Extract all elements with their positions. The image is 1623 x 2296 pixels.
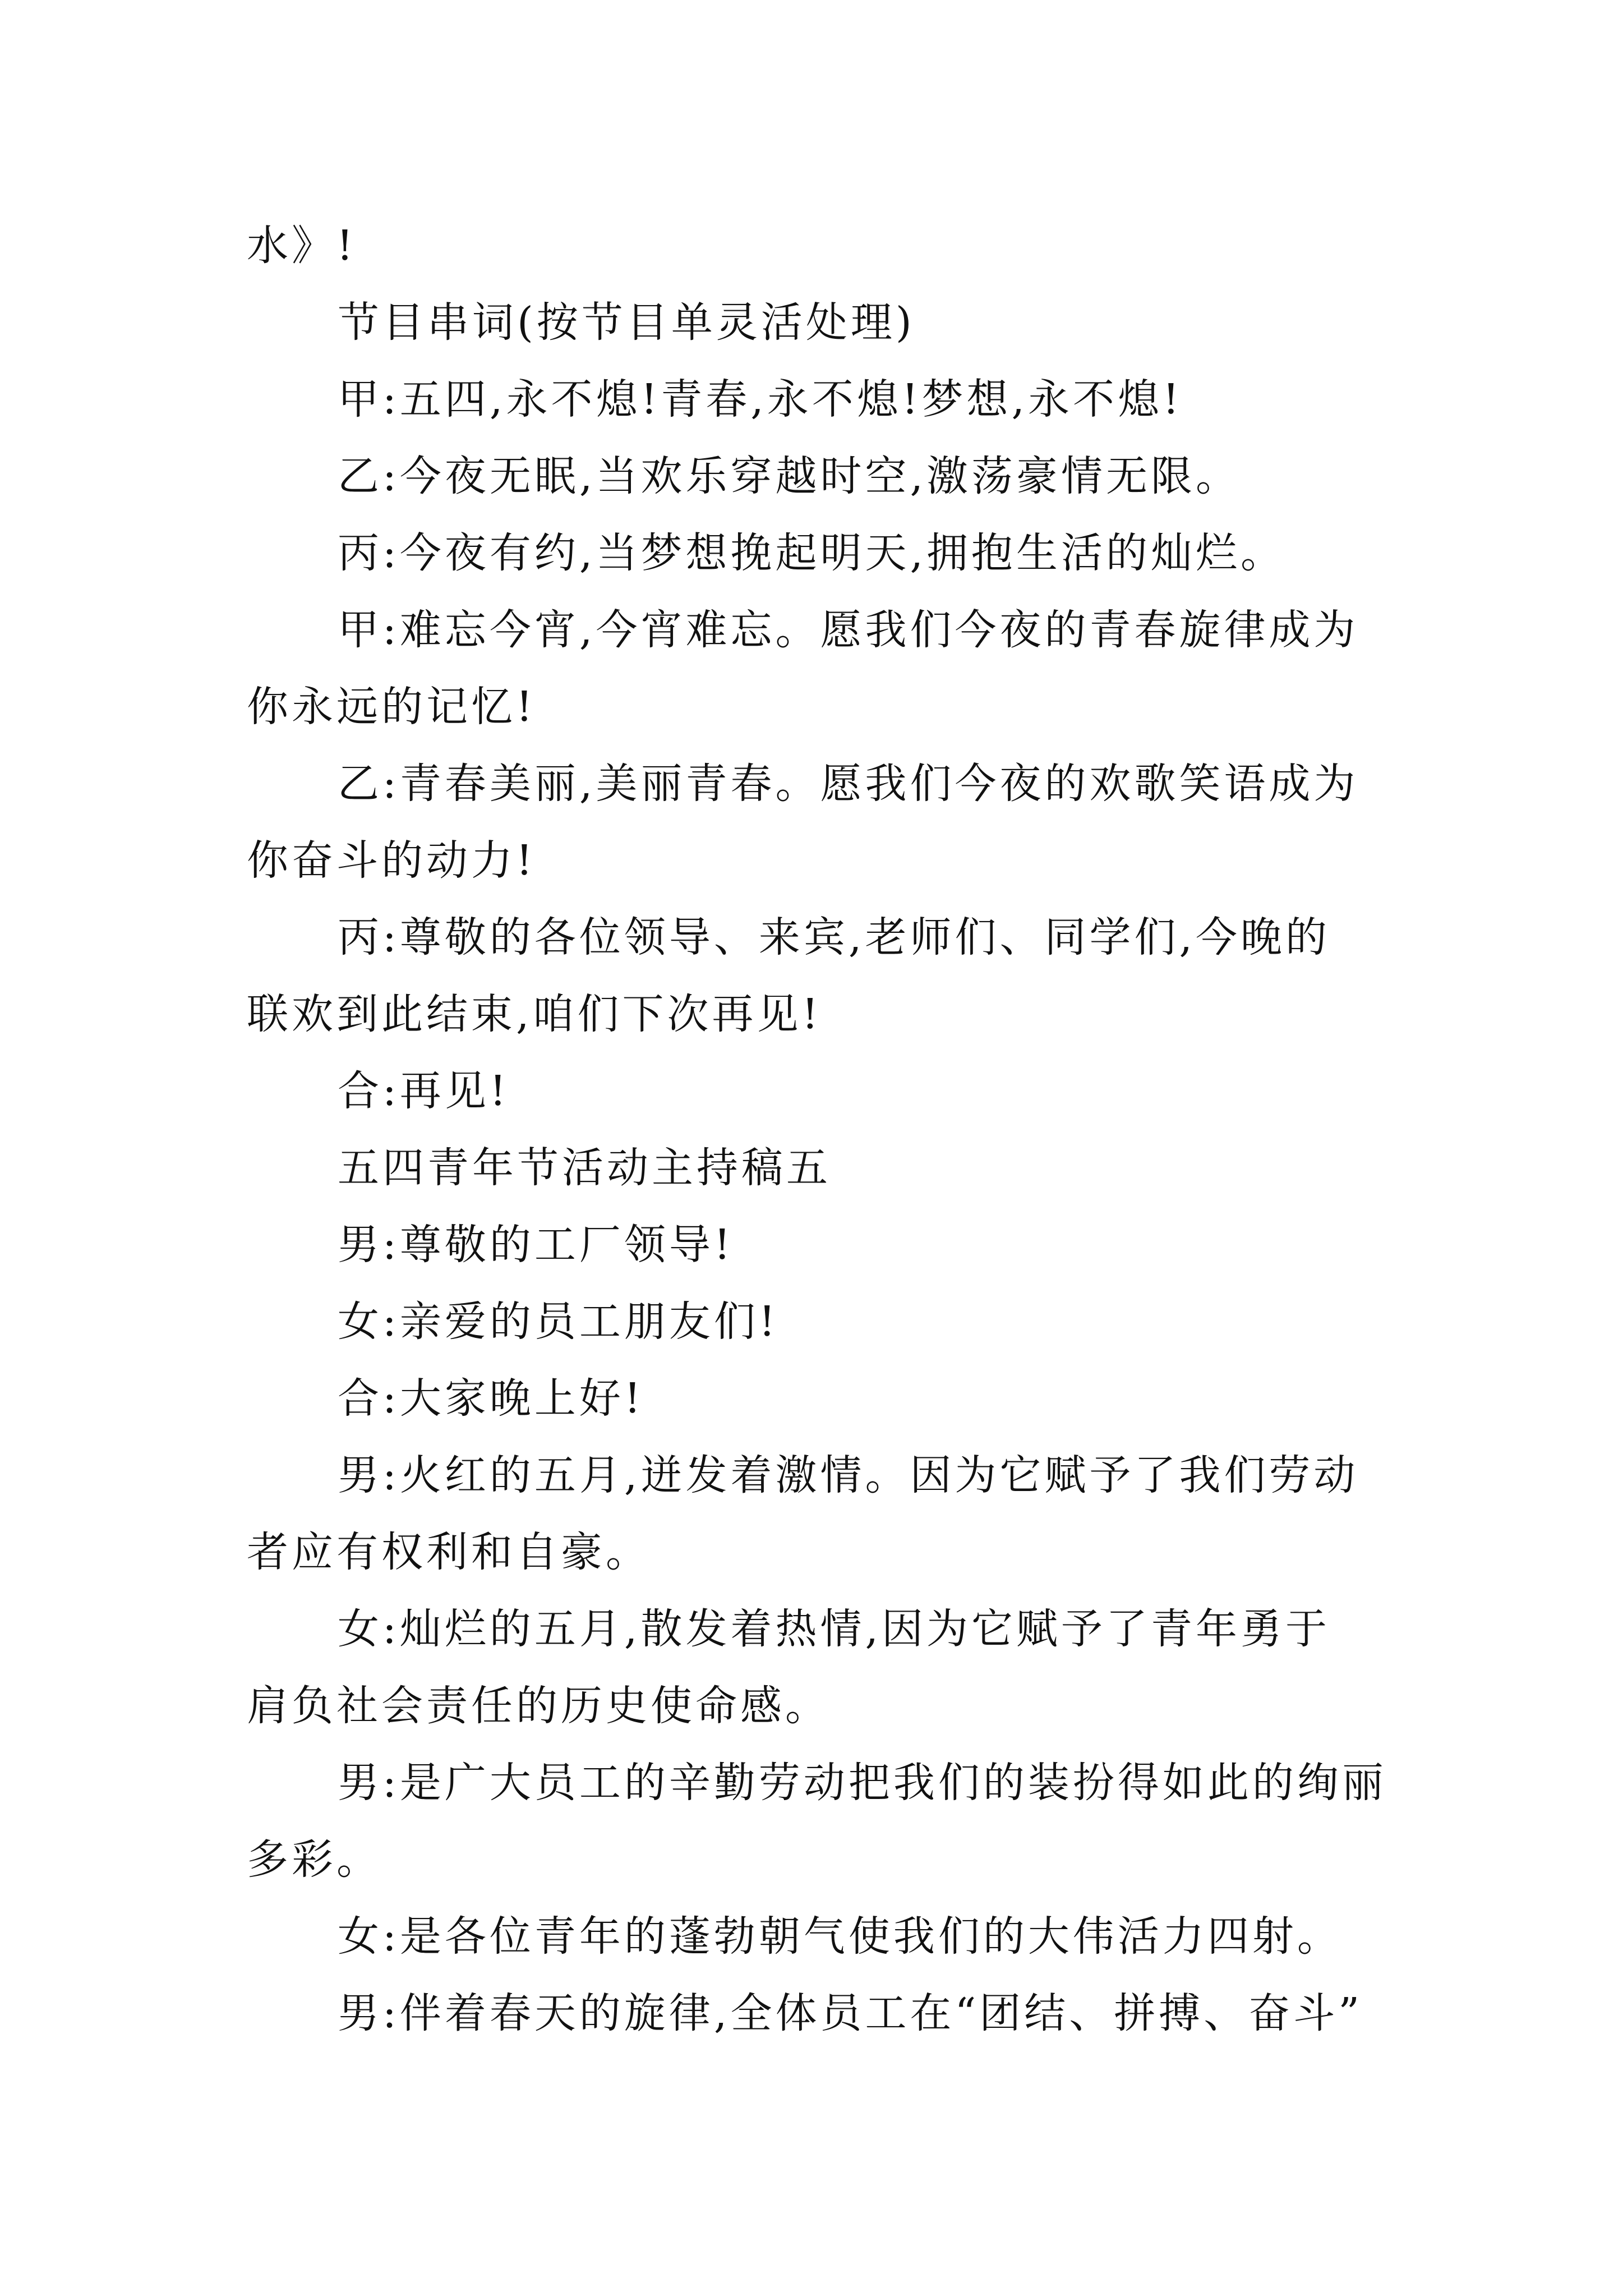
- text-line: 节目串词(按节目单灵活处理): [338, 298, 915, 347]
- text-line: 乙:今夜无眠,当欢乐穿越时空,激荡豪情无限。: [338, 452, 1241, 500]
- text-line: 水》!: [247, 222, 357, 270]
- text-line: 联欢到此结束,咱们下次再见!: [247, 990, 822, 1038]
- text-line: 女:是各位青年的蓬勃朝气使我们的大伟活力四射。: [338, 1912, 1342, 1961]
- text-line: 多彩。: [247, 1835, 381, 1884]
- text-line: 你奋斗的动力!: [247, 836, 536, 885]
- text-line: 甲:难忘今宵,今宵难忘。愿我们今夜的青春旋律成为: [338, 606, 1359, 654]
- text-line: 丙:尊敬的各位领导、来宾,老师们、同学们,今晚的: [338, 913, 1330, 961]
- text-line: 合:再见!: [338, 1067, 510, 1115]
- text-line: 男:火红的五月,迸发着激情。因为它赋予了我们劳动: [338, 1451, 1359, 1499]
- section-heading: 五四青年节活动主持稿五: [338, 1144, 831, 1192]
- text-line: 女:亲爱的员工朋友们!: [338, 1297, 779, 1346]
- text-line: 者应有权利和自豪。: [247, 1528, 651, 1576]
- document-body: [247, 208, 1385, 2052]
- text-line: 男:是广大员工的辛勤劳动把我们的装扮得如此的绚丽: [338, 1759, 1387, 1807]
- text-line: 你永远的记忆!: [247, 683, 536, 731]
- text-line: 男:尊敬的工厂领导!: [338, 1221, 734, 1269]
- text-line: 男:伴着春天的旋律,全体员工在“团结、拼搏、奋斗”: [338, 1989, 1363, 2037]
- text-line: 丙:今夜有约,当梦想挽起明天,拥抱生活的灿烂。: [338, 529, 1285, 577]
- text-line: 甲:五四,永不熄!青春,永不熄!梦想,永不熄!: [338, 375, 1183, 424]
- text-line: 肩负社会责任的历史使命感。: [247, 1682, 830, 1730]
- text-line: 乙:青春美丽,美丽青春。愿我们今夜的欢歌笑语成为: [338, 760, 1359, 808]
- text-line: 女:灿烂的五月,散发着热情,因为它赋予了青年勇于: [338, 1605, 1330, 1653]
- text-line: 合:大家晚上好!: [338, 1374, 644, 1423]
